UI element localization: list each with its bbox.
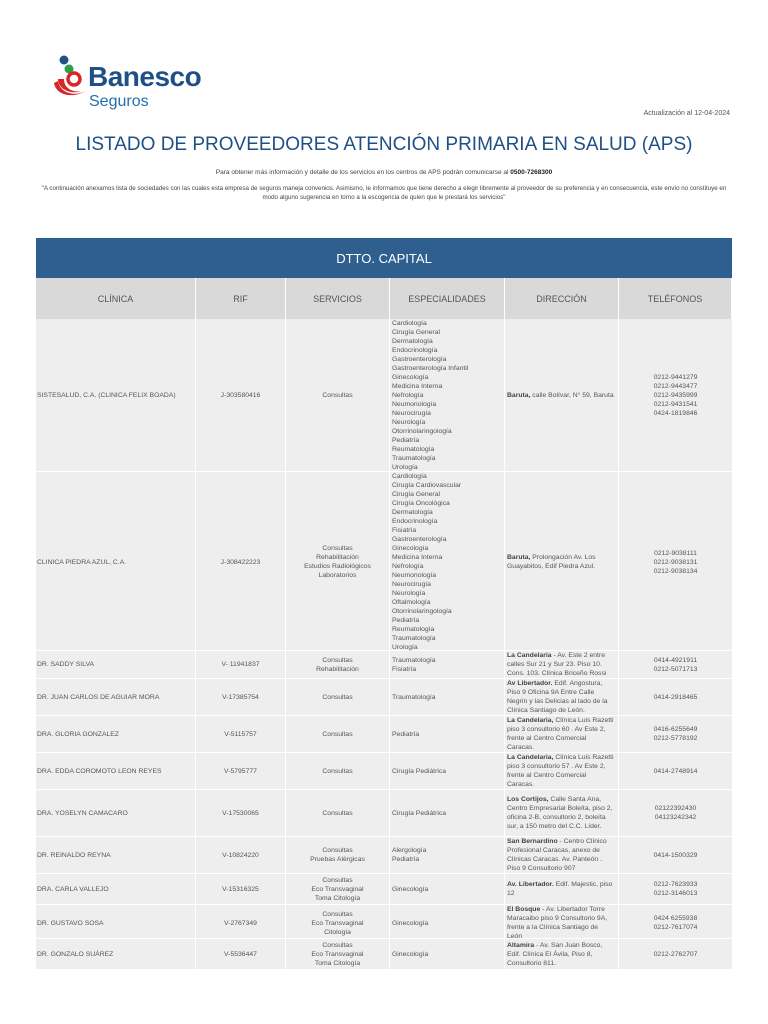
clinic-address bbox=[505, 874, 619, 904]
clinic-rif: J-308422223 bbox=[196, 472, 286, 652]
phone-item: 0212-7617074 bbox=[653, 924, 698, 931]
phone-item: 0414-2918465 bbox=[653, 693, 698, 701]
address-detail: - Av. Este 2 entre calles Sur 21 y Sur 23. Piso 10. Cons. 103. Clínica Briceño Rossi bbox=[507, 652, 607, 677]
specialty-item: Gastroenterología bbox=[392, 536, 447, 543]
clinic-address bbox=[505, 716, 619, 752]
clinic-name: DR. SADDY SILVA bbox=[36, 651, 196, 678]
clinic-services bbox=[286, 716, 390, 752]
service-item: Consultas bbox=[322, 767, 353, 775]
specialty-item: Cirugía General bbox=[392, 329, 440, 336]
disclaimer: "A continuación anexamos lista de sociedades con las cuales esta empresa de seguros maneja convenios. Asimismo, le informamos que tiene derecho a elegir libremente al proveedor de su preferencia y en consecuencia, este envío no constituye en modo alguno sugerencia en torno a la escogencia de quien que le prestará los servicios" bbox=[41, 185, 727, 201]
table-row bbox=[36, 905, 732, 939]
service-item: Consultas bbox=[322, 392, 353, 399]
table-row bbox=[36, 651, 732, 679]
address-area: Baruta, bbox=[507, 554, 531, 561]
service-item: Consultas bbox=[322, 809, 353, 817]
clinic-services bbox=[286, 651, 390, 678]
phone-item: 0212-5778192 bbox=[653, 735, 698, 742]
clinic-services bbox=[286, 874, 390, 904]
specialty-item: Cirugía Pediátrica bbox=[392, 809, 447, 817]
specialty-item: Reumatología bbox=[392, 446, 435, 453]
clinic-services bbox=[286, 472, 390, 652]
brand-sub: Seguros bbox=[89, 93, 149, 110]
clinic-rif: V-17530065 bbox=[196, 790, 286, 836]
phone-item: 0416-6255649 bbox=[653, 726, 698, 733]
service-item: Toma Citología bbox=[314, 894, 361, 902]
specialty-item: Otorrinolaringología bbox=[392, 608, 452, 615]
specialty-item: Cirugía General bbox=[392, 491, 440, 498]
phone-item: 0212-9441279 bbox=[653, 374, 698, 381]
service-item: Consultas bbox=[322, 693, 353, 701]
clinic-address bbox=[505, 753, 619, 789]
clinic-name: DR. REINALDO REYNA bbox=[36, 837, 196, 873]
table-row bbox=[36, 753, 732, 790]
clinic-phones bbox=[619, 790, 732, 836]
phone-item: 0212-5071713 bbox=[653, 665, 698, 673]
address-area: La Candelaria, bbox=[507, 717, 554, 724]
specialty-item: Traumatología bbox=[392, 656, 436, 664]
clinic-name: DRA. GLORIA GONZALEZ bbox=[36, 716, 196, 752]
clinic-phones bbox=[619, 905, 732, 941]
address-text bbox=[507, 941, 614, 968]
specialty-item: Neurología bbox=[392, 590, 426, 597]
clinic-specialties bbox=[390, 837, 505, 873]
address-detail: - Av. Libertador Torre Maracaibo piso 9 Consultorio 9A, frente a la Clínica Santiago de León bbox=[507, 906, 608, 940]
contact-note bbox=[0, 169, 768, 176]
clinic-phones bbox=[619, 472, 732, 652]
specialty-item: Urología bbox=[392, 644, 418, 651]
table-row bbox=[36, 679, 732, 716]
clinic-rif: V-15316325 bbox=[196, 874, 286, 904]
service-item: Pruebas Alérgicas bbox=[310, 856, 365, 863]
phone-item: 0414-2748914 bbox=[653, 767, 698, 775]
clinic-rif: V-10824220 bbox=[196, 837, 286, 873]
specialty-item: Medicina Interna bbox=[392, 554, 443, 561]
specialty-item: Oftalmología bbox=[392, 599, 431, 606]
specialty-item: Endocrinología bbox=[392, 347, 438, 354]
clinic-name: DRA. CARLA VALLEJO bbox=[36, 874, 196, 904]
contact-phone: 0500-7268300 bbox=[510, 169, 553, 176]
phone-item: 0212-2762707 bbox=[653, 950, 698, 958]
col-telefonos: TELÉFONOS bbox=[619, 278, 732, 319]
specialty-item: Cirugía Oncológica bbox=[392, 500, 450, 507]
specialty-item: Neumonología bbox=[392, 401, 437, 408]
clinic-phones bbox=[619, 319, 732, 472]
update-date: Actualización al 12-04-2024 bbox=[643, 110, 730, 117]
specialty-item: Medicina Interna bbox=[392, 383, 443, 390]
col-direccion: DIRECCIÓN bbox=[505, 278, 619, 319]
service-item: Eco Transvaginal bbox=[311, 919, 364, 927]
table-header bbox=[36, 278, 732, 319]
clinic-specialties bbox=[390, 716, 505, 752]
specialty-item: Nefrología bbox=[392, 563, 424, 570]
phone-item: 04123242342 bbox=[654, 814, 697, 821]
clinic-specialties bbox=[390, 319, 505, 472]
clinic-name: DR. JUAN CARLOS DE AGUIAR MORA bbox=[36, 679, 196, 715]
specialty-item: Alergología bbox=[392, 847, 427, 854]
specialty-item: Ginecología bbox=[392, 885, 429, 893]
clinic-specialties bbox=[390, 939, 505, 969]
specialty-item: Neurocirugía bbox=[392, 410, 431, 417]
specialty-item: Endocrinología bbox=[392, 518, 438, 525]
clinic-services bbox=[286, 679, 390, 715]
table-row bbox=[36, 837, 732, 874]
specialty-item: Gastroenterología bbox=[392, 356, 447, 363]
address-detail: Clínica Luis Razetti piso 3 consultorio 60 . Av Este 2, frente al Centro Comercial Caracas. bbox=[507, 717, 614, 751]
specialty-item: Pediatría bbox=[392, 730, 420, 738]
specialty-item: Nefrología bbox=[392, 392, 424, 399]
clinic-services bbox=[286, 837, 390, 873]
clinic-address bbox=[505, 472, 619, 652]
clinic-specialties bbox=[390, 905, 505, 941]
col-servicios: SERVICIOS bbox=[286, 278, 390, 319]
specialty-item: Fisiatría bbox=[392, 527, 417, 534]
clinic-name: DRA. YOSELYN CAMACARO bbox=[36, 790, 196, 836]
phone-item: 0212-9038111 bbox=[654, 549, 697, 557]
service-item: Consultas bbox=[322, 876, 353, 884]
phone-item: 0424 6255938 bbox=[653, 915, 698, 922]
clinic-rif: V-5795777 bbox=[196, 753, 286, 789]
clinic-rif: V-5536447 bbox=[196, 939, 286, 969]
phone-item: 0212-9038131 bbox=[653, 558, 698, 566]
service-item: Consultas bbox=[322, 910, 353, 918]
clinic-phones bbox=[619, 716, 732, 752]
specialty-item: Urología bbox=[392, 464, 418, 471]
service-item: Rehabilitación bbox=[316, 554, 359, 561]
specialty-item: Cardiología bbox=[392, 320, 427, 327]
phone-item: 02122392430 bbox=[654, 805, 697, 812]
address-area: La Candelaria, bbox=[507, 754, 554, 761]
specialty-item: Ginecología bbox=[392, 950, 429, 958]
address-detail: calle Bolívar, N° 59, Baruta bbox=[530, 392, 614, 399]
clinic-address bbox=[505, 319, 619, 472]
address-detail: Edif. Majestic, piso 12 bbox=[507, 881, 613, 897]
address-detail: - Centro Clínico Profesional Caracas, anexo de Clínicas Caracas. Av. Panteón . Piso 9 Consultorio 907 bbox=[507, 838, 607, 872]
service-item: Consultas bbox=[322, 941, 353, 949]
address-text bbox=[507, 837, 614, 873]
clinic-specialties bbox=[390, 753, 505, 789]
specialty-item: Ginecología bbox=[392, 919, 429, 927]
address-text bbox=[507, 391, 614, 400]
clinic-address bbox=[505, 679, 619, 715]
specialty-item: Otorrinolaringología bbox=[392, 428, 452, 435]
banesco-emblem-icon bbox=[52, 55, 88, 99]
specialty-item: Reumatología bbox=[392, 626, 435, 633]
address-text bbox=[507, 905, 614, 941]
clinic-services bbox=[286, 319, 390, 472]
clinic-services bbox=[286, 939, 390, 969]
table-row bbox=[36, 716, 732, 753]
specialty-item: Pediatría bbox=[392, 856, 420, 863]
address-text bbox=[507, 651, 614, 678]
clinic-name: CLINICA PIEDRA AZUL, C.A. bbox=[36, 472, 196, 652]
contact-note-text: Para obtener más información y detalle de los servicios en los centros de APS podrán comunicarse al bbox=[215, 169, 511, 176]
specialty-item: Cirugía Cardiovascular bbox=[392, 482, 462, 489]
specialty-item: Dermatología bbox=[392, 509, 433, 516]
address-detail: Edif. Angostura, Piso 9 Oficina 9A Entre Calle Negrín y las Delicias al lado de la Clínica Santiago de León. bbox=[507, 680, 608, 714]
district-header: DTTO. CAPITAL bbox=[36, 238, 732, 278]
phone-item: 0424-1819846 bbox=[653, 410, 698, 417]
phone-item: 0212-3146013 bbox=[653, 890, 698, 897]
clinic-specialties bbox=[390, 679, 505, 715]
clinic-address bbox=[505, 837, 619, 873]
table-row bbox=[36, 472, 732, 651]
clinic-phones bbox=[619, 753, 732, 789]
table-row bbox=[36, 790, 732, 837]
providers-table bbox=[36, 238, 732, 970]
phone-item: 0212-9435999 bbox=[653, 392, 698, 399]
service-item: Rehabilitación bbox=[316, 665, 359, 673]
clinic-name: DR. GUSTAVO SOSA bbox=[36, 905, 196, 941]
clinic-phones bbox=[619, 939, 732, 969]
address-area: El Bosque bbox=[507, 906, 541, 913]
col-rif: RIF bbox=[196, 278, 286, 319]
phone-item: 0212-7623933 bbox=[653, 881, 698, 888]
clinic-services bbox=[286, 790, 390, 836]
clinic-name: DR. GONZALO SUÁREZ bbox=[36, 939, 196, 969]
address-detail: Prolongación Av. Los Guayabitos, Edif Piedra Azul. bbox=[507, 554, 596, 570]
specialty-item: Gastroenterología Infantil bbox=[392, 365, 469, 372]
address-area: Los Cortijos, bbox=[507, 796, 549, 803]
specialty-item: Traumatología bbox=[392, 635, 436, 642]
address-detail: Calle Santa Ana, Centro Empresarial Boleíta, piso 2, oficina 2-B, consultorio 2, boleíta sur, a 150 metro del C.C. Líder. bbox=[507, 796, 613, 830]
specialty-item: Cirugía Pediátrica bbox=[392, 767, 447, 775]
address-text bbox=[507, 880, 614, 898]
table-row bbox=[36, 874, 732, 905]
clinic-address bbox=[505, 790, 619, 836]
specialty-item: Neurocirugía bbox=[392, 581, 431, 588]
phone-item: 0212-9431541 bbox=[653, 401, 698, 408]
address-text bbox=[507, 795, 614, 831]
specialty-item: Ginecología bbox=[392, 545, 429, 552]
clinic-rif: V-17385754 bbox=[196, 679, 286, 715]
table-body bbox=[36, 319, 732, 970]
clinic-address bbox=[505, 651, 619, 678]
address-text bbox=[507, 679, 614, 715]
col-clinica: CLÍNICA bbox=[36, 278, 196, 319]
phone-item: 0212-9038134 bbox=[653, 567, 698, 575]
address-text bbox=[507, 716, 614, 752]
phone-item: 0414-4921911 bbox=[653, 656, 698, 664]
page-title: LISTADO DE PROVEEDORES ATENCIÓN PRIMARIA EN SALUD (APS) bbox=[75, 134, 693, 155]
specialty-item: Neurología bbox=[392, 419, 426, 426]
clinic-rif: J-303580416 bbox=[196, 319, 286, 472]
service-item: Consultas bbox=[322, 545, 353, 552]
address-detail: Clínica Luis Razetti piso 3 consultorio 57 . Av Este 2, frente al Centro Comercial Caracas. bbox=[507, 754, 614, 788]
address-area: Baruta, bbox=[507, 392, 531, 399]
col-especialidades: ESPECIALIDADES bbox=[390, 278, 505, 319]
service-item: Citología bbox=[324, 928, 351, 936]
clinic-specialties bbox=[390, 472, 505, 652]
phone-item: 0212-9443477 bbox=[653, 383, 698, 390]
clinic-rif: V-2767349 bbox=[196, 905, 286, 941]
service-item: Eco Transvaginal bbox=[311, 885, 364, 893]
clinic-services bbox=[286, 905, 390, 941]
clinic-services bbox=[286, 753, 390, 789]
clinic-specialties bbox=[390, 790, 505, 836]
specialty-item: Dermatología bbox=[392, 338, 433, 345]
clinic-rif: V- 11941837 bbox=[196, 651, 286, 678]
clinic-phones bbox=[619, 679, 732, 715]
service-item: Laboratorios bbox=[318, 572, 357, 579]
service-item: Consultas bbox=[322, 730, 353, 738]
address-text bbox=[507, 753, 614, 789]
clinic-rif: V-5115757 bbox=[196, 716, 286, 752]
specialty-item: Traumatología bbox=[392, 455, 436, 462]
address-area: Av Libertador. bbox=[507, 680, 553, 687]
specialty-item: Traumatología bbox=[392, 693, 436, 701]
banesco-logo bbox=[52, 55, 252, 115]
clinic-phones bbox=[619, 651, 732, 678]
specialty-item: Neumonología bbox=[392, 572, 437, 579]
specialty-item: Pediatría bbox=[392, 617, 420, 624]
clinic-address bbox=[505, 939, 619, 969]
specialty-item: Pediatría bbox=[392, 437, 420, 444]
brand-name: Banesco bbox=[88, 61, 202, 92]
service-item: Consultas bbox=[322, 656, 353, 664]
clinic-specialties bbox=[390, 651, 505, 678]
address-area: La Candelaria bbox=[507, 652, 552, 659]
address-area: Altamira bbox=[507, 941, 535, 949]
clinic-name: DRA. EDDA COROMOTO LEON REYES bbox=[36, 753, 196, 789]
clinic-phones bbox=[619, 874, 732, 904]
specialty-item: Fisiatría bbox=[392, 665, 417, 673]
address-area: San Bernardino bbox=[507, 838, 558, 845]
service-item: Consultas bbox=[322, 847, 353, 854]
clinic-name: SISTESALUD, C.A. (CLINICA FELIX BOADA) bbox=[36, 319, 196, 472]
service-item: Toma Citología bbox=[314, 959, 361, 967]
phone-item: 0414-1500329 bbox=[653, 851, 698, 859]
table-row bbox=[36, 939, 732, 970]
specialty-item: Ginecología bbox=[392, 374, 429, 381]
address-area: Av. Libertador. bbox=[507, 881, 554, 888]
address-detail: - Av. San Juan Bosco, Edif. Clínica El Ávila, Piso 8, Consultorio 811. bbox=[507, 941, 603, 967]
clinic-address bbox=[505, 905, 619, 941]
clinic-specialties bbox=[390, 874, 505, 904]
service-item: Eco Transvaginal bbox=[311, 950, 364, 958]
clinic-phones bbox=[619, 837, 732, 873]
table-row bbox=[36, 319, 732, 472]
address-text bbox=[507, 553, 614, 571]
specialty-item: Cardiología bbox=[392, 473, 427, 480]
service-item: Estudios Radiológicos bbox=[304, 563, 371, 570]
